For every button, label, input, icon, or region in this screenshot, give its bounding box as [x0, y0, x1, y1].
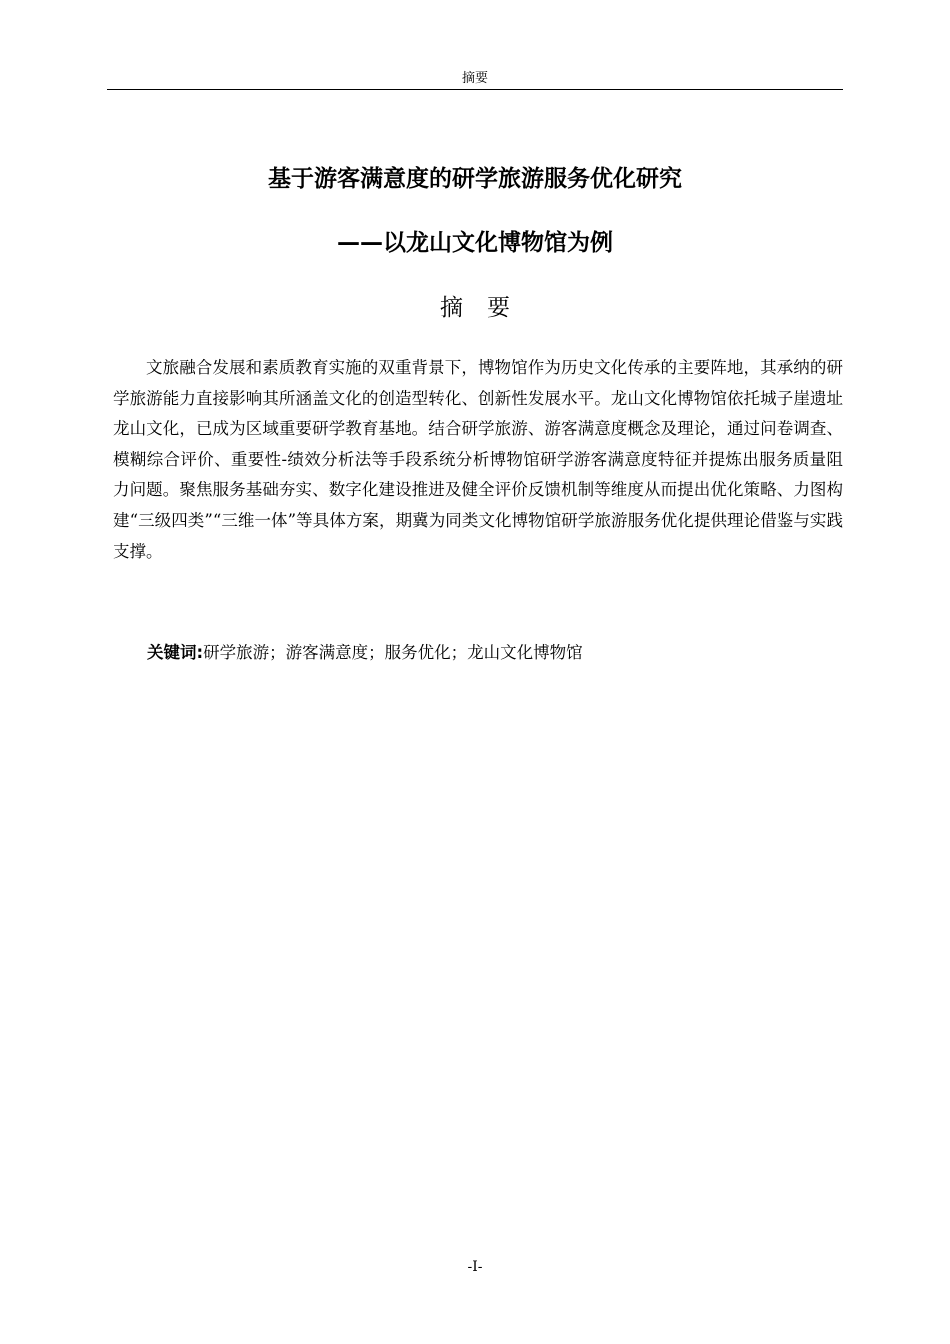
keywords-text: 研学旅游；游客满意度；服务优化；龙山文化博物馆	[203, 643, 583, 662]
running-header: 摘要	[461, 71, 488, 86]
keywords-line	[147, 638, 843, 668]
keywords-label: 关键词:	[147, 643, 204, 662]
header-rule	[107, 89, 843, 90]
abstract-body: 文旅融合发展和素质教育实施的双重背景下，博物馆作为历史文化传承的主要阵地，其承纳的研学旅游能力直接影响其所涵盖文化的创造型转化、创新性发展水平。龙山文化博物馆依托城子崖遗址龙山文化，已成为区域重要研学教育基地。结合研学旅游、游客满意度概念及理论，通过问卷调查、模糊综合评价、重要性-绩效分析法等手段系统分析博物馆研学游客满意度特征并提炼出服务质量阻力问题。聚焦服务基础夯实、数字化建设推进及健全评价反馈机制等维度从而提出优化策略、力图构建“三级四类”“三维一体”等具体方案，期冀为同类文化博物馆研学旅游服务优化提供理论借鉴与实践支撑。	[113, 358, 843, 561]
document-title: 基于游客满意度的研学旅游服务优化研究	[268, 166, 682, 192]
document-subtitle: ——以龙山文化博物馆为例	[337, 230, 613, 256]
page-number: -I-	[467, 1259, 483, 1275]
abstract-heading: 摘要	[440, 295, 534, 321]
